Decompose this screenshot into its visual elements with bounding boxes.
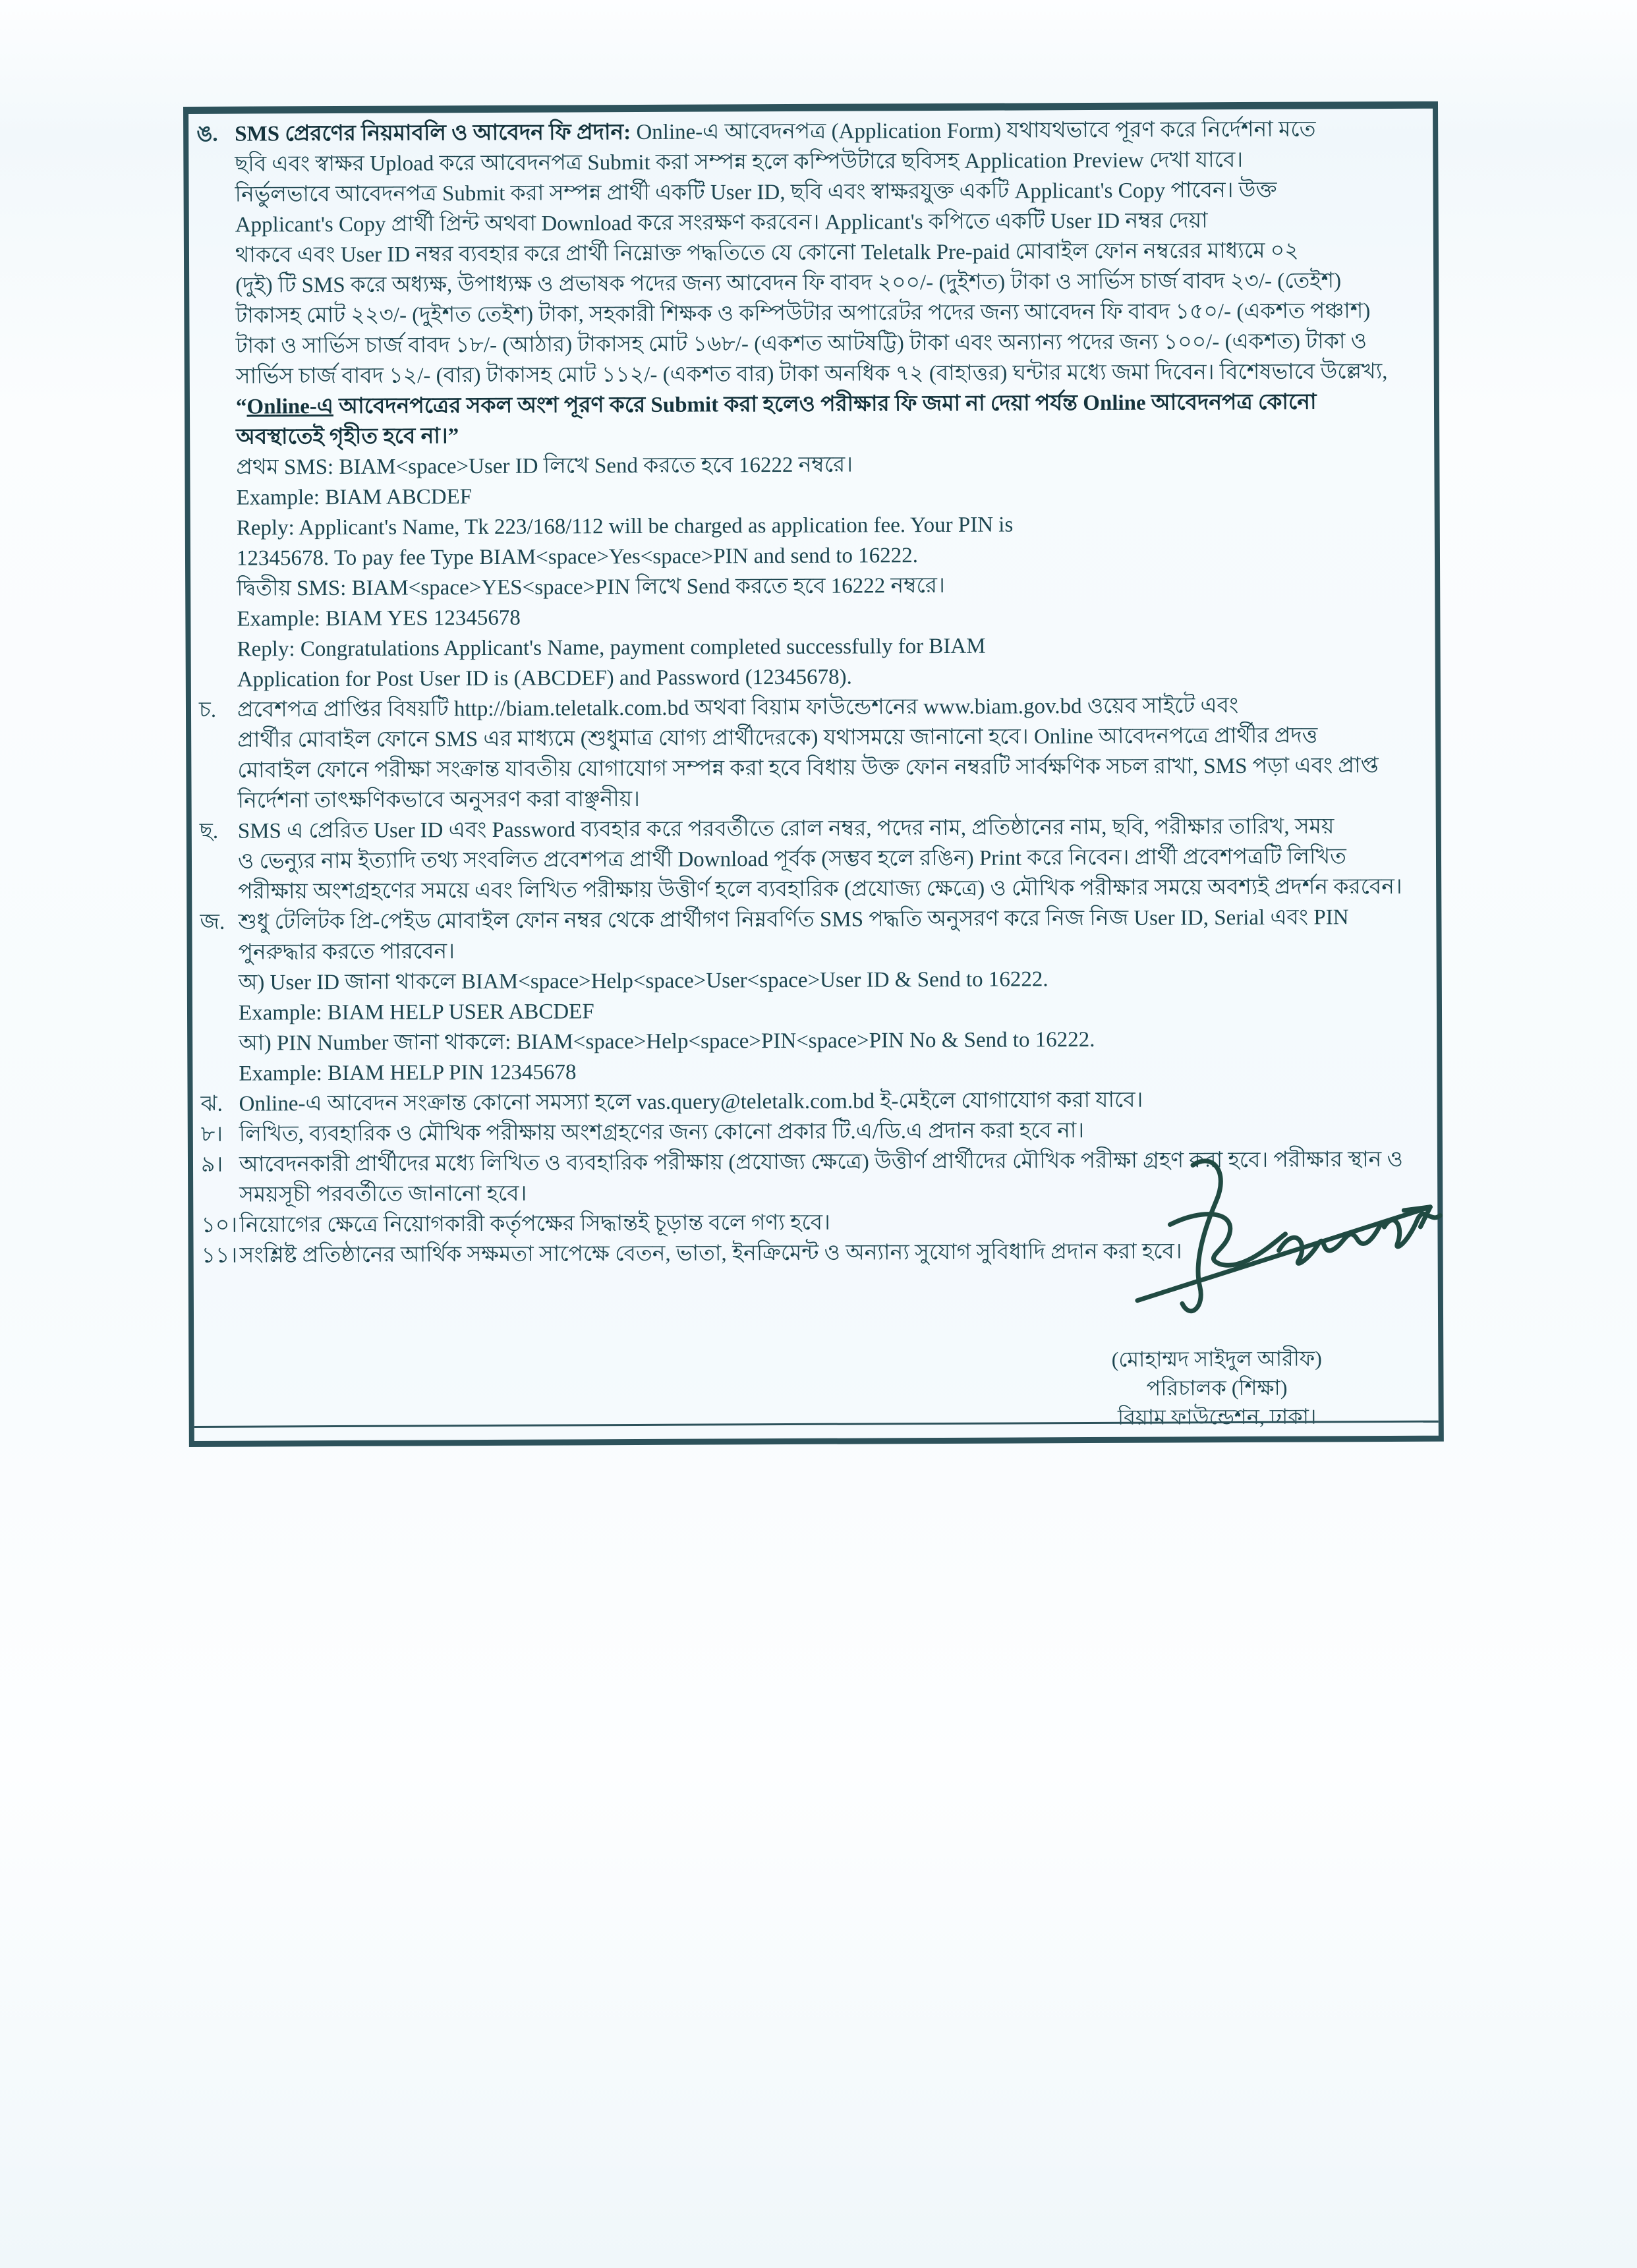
text-line: Applicant's Copy প্রার্থী প্রিন্ট অথবা Download করে সংরক্ষণ করবেন। Applicant's কপিতে একটি User ID নম্বর দেয়া bbox=[235, 209, 1208, 237]
sms-reply-line: Reply: Congratulations Applicant's Name, payment completed successfully for BIAM bbox=[237, 634, 986, 662]
text-line: নিয়োগের ক্ষেত্রে নিয়োগকারী কর্তৃপক্ষের সিদ্ধান্তই চূড়ান্ত বলে গণ্য হবে। bbox=[239, 1210, 830, 1237]
text-line: ও ভেন্যুর নাম ইত্যাদি তথ্য সংবলিত প্রবেশপত্র প্রার্থী Download পূর্বক (সম্ভব হলে রঙিন) Print করে নিবেন। প্রার্থী প্রবেশপত্রটি লিখিত bbox=[237, 845, 1346, 874]
section-chha bbox=[200, 811, 1426, 907]
sms-example-line: Example: BIAM ABCDEF bbox=[236, 485, 473, 510]
text-line: SMS প্রেরণের নিয়মাবলি ও আবেদন ফি প্রদান: Online-এ আবেদনপত্র (Application Form) যথাযথভাবে পূরণ করে নির্দেশনা মতে bbox=[235, 117, 1316, 146]
sms-example-line: Example: BIAM YES 12345678 bbox=[237, 606, 521, 631]
text-line: সার্ভিস চার্জ বাবদ ১২/- (বার) টাকাসহ মোট ১১২/- (একশত বার) টাকা অনধিক ৭২ (বাহাত্তর) ঘন্টার মধ্যে জমা দিবেন। বিশেষভাবে উল্লেখ্য, bbox=[235, 360, 1388, 389]
handwritten-signature bbox=[1130, 1144, 1500, 1343]
section-jha-label: ঝ. bbox=[200, 1092, 223, 1116]
text-line: নির্দেশনা তাৎক্ষণিকভাবে অনুসরণ করা বাঞ্ছনীয়। bbox=[237, 787, 640, 813]
text-line: লিখিত, ব্যবহারিক ও মৌখিক পরীক্ষায় অংশগ্রহণের জন্য কোনো প্রকার টি.এ/ডি.এ প্রদান করা হবে না। bbox=[239, 1119, 1085, 1147]
text-line: সময়সূচী পরবর্তীতে জানানো হবে। bbox=[239, 1181, 527, 1207]
text-line: সংশ্লিষ্ট প্রতিষ্ঠানের আর্থিক সক্ষমতা সাপেক্ষে বেতন, ভাতা, ইনক্রিমেন্ট ও অন্যান্য সুযোগ সুবিধাদি প্রদান করা হবে। bbox=[239, 1239, 1182, 1268]
item-8-label: ৮। bbox=[200, 1122, 223, 1147]
sms-reply-line: 12345678. To pay fee Type BIAM<space>Yes<space>PIN and send to 16222. bbox=[236, 544, 919, 571]
text-line: Online-এ আবেদন সংক্রান্ত কোনো সমস্যা হলে vas.query@teletalk.com.bd ই-মেইলে যোগাযোগ করা যাবে। bbox=[239, 1088, 1143, 1116]
section-ja-label: জ. bbox=[200, 910, 225, 934]
item-10-label: ১০। bbox=[201, 1213, 238, 1237]
section-chha-label: ছ. bbox=[199, 819, 219, 843]
text-line: ছবি এবং স্বাক্ষর Upload করে আবেদনপত্র Submit করা সম্পন্ন হলে কম্পিউটারে ছবিসহ Application Preview দেখা যাবে। bbox=[235, 148, 1244, 177]
help-example-line: Example: BIAM HELP PIN 12345678 bbox=[239, 1060, 577, 1086]
sms-reply-line: Reply: Applicant's Name, Tk 223/168/112 will be charged as application fee. Your PIN is bbox=[236, 513, 1014, 540]
text-line: নির্ভুলভাবে আবেদনপত্র Submit করা সম্পন্ন প্রার্থী একটি User ID, ছবি এবং স্বাক্ষরযুক্ত একটি Applicant's Copy পাবেন। উক্ত bbox=[235, 178, 1277, 207]
signature-block bbox=[1005, 1230, 1427, 1432]
sms-instruction-line: প্রথম SMS: BIAM<space>User ID লিখে Send করতে হবে 16222 নম্বরে। bbox=[236, 453, 853, 480]
text-line: শুধু টেলিটক প্রি-পেইড মোবাইল ফোন নম্বর থেকে প্রার্থীগণ নিম্নবর্ণিত SMS পদ্ধতি অনুসরণ করে নিজ নিজ User ID, Serial এবং PIN bbox=[238, 905, 1349, 934]
text-line: পরীক্ষায় অংশগ্রহণের সময়ে এবং লিখিত পরীক্ষায় উত্তীর্ণ হলে ব্যবহারিক (প্রযোজ্য ক্ষেত্রে) ও মৌখিক পরীক্ষার সময়ে অবশ্যই প্রদর্শন করবেন। bbox=[238, 874, 1402, 904]
help-option-line: আ) PIN Number জানা থাকলে: BIAM<space>Help<space>PIN<space>PIN No & Send to 16222. bbox=[239, 1027, 1095, 1056]
item-11-label: ১১। bbox=[201, 1243, 238, 1268]
section-cha-label: চ. bbox=[198, 698, 217, 722]
text-line: মোবাইল ফোনে পরীক্ষা সংক্রান্ত যাবতীয় যোগাযোগ সম্পন্ন করা হবে বিধায় উক্ত ফোন নম্বরটি সার্বক্ষণিক সচল রাখা, SMS পড়া এবং প্রাপ্ত bbox=[237, 754, 1379, 783]
signatory-name: (মোহাম্মদ সাইদুল আরীফ) bbox=[1111, 1346, 1322, 1371]
signatory-org: বিয়াম ফাউন্ডেশন, ঢাকা। bbox=[1117, 1404, 1317, 1429]
text-line: টাকা ও সার্ভিস চার্জ বাবদ ১৮/- (আঠার) টাকাসহ মোট ১৬৮/- (একশত আটষট্টি) টাকা এবং অন্যান্য পদের জন্য ১০০/- (একশত) টাকা ও bbox=[235, 329, 1367, 358]
help-example-line: Example: BIAM HELP USER ABCDEF bbox=[238, 1000, 594, 1025]
section-nga-heading: SMS প্রেরণের নিয়মাবলি ও আবেদন ফি প্রদান: bbox=[235, 121, 631, 146]
text-line: SMS এ প্রেরিত User ID এবং Password ব্যবহার করে পরবর্তীতে রোল নম্বর, পদের নাম, প্রতিষ্ঠানের নাম, ছবি, পরীক্ষার তারিখ, সময় bbox=[237, 814, 1335, 843]
section-nga bbox=[196, 114, 1425, 695]
item-9-label: ৯। bbox=[200, 1152, 223, 1177]
bold-note-line-1: “Online-এ আবেদনপত্রের সকল অংশ পূরণ করে Submit করা হলেও পরীক্ষার ফি জমা না দেয়া পর্যন্ত Online আবেদনপত্র কোনো bbox=[235, 390, 1317, 419]
sms-instruction-line: দ্বিতীয় SMS: BIAM<space>YES<space>PIN লিখে Send করতে হবে 16222 নম্বরে। bbox=[237, 573, 945, 601]
help-option-line: অ) User ID জানা থাকলে BIAM<space>Help<space>User<space>User ID & Send to 16222. bbox=[238, 967, 1048, 995]
text-line: টাকাসহ মোট ২২৩/- (দুইশত তেইশ) টাকা, সহকারী শিক্ষক ও কম্পিউটার অপারেটর পদের জন্য আবেদন ফি বাবদ ১৫০/- (একশত পঞ্চাশ) bbox=[235, 299, 1371, 328]
notice-content bbox=[196, 114, 1428, 1429]
bold-note-line-2: অবস্থাতেই গৃহীত হবে না।” bbox=[236, 424, 459, 449]
text-line: প্রার্থীর মোবাইল ফোনে SMS এর মাধ্যমে (শুধুমাত্র যোগ্য প্রার্থীদেরকে) যথাসময়ে জানানো হবে। Online আবেদনপত্রে প্রার্থীর প্রদত্ত bbox=[237, 723, 1318, 752]
sms-reply-line: Application for Post User ID is (ABCDEF) and Password (12345678). bbox=[237, 665, 852, 692]
section-nga-label: ঙ. bbox=[196, 122, 218, 146]
signatory-title: পরিচালক (শিক্ষা) bbox=[1146, 1375, 1288, 1400]
text-line: থাকবে এবং User ID নম্বর ব্যবহার করে প্রার্থী নিম্নোক্ত পদ্ধতিতে যে কোনো Teletalk Pre-paid মোবাইল ফোন নম্বরের মাধ্যমে ০২ bbox=[235, 239, 1299, 268]
notice-rule-box bbox=[183, 101, 1444, 1447]
text-line: পুনরুদ্ধার করতে পারবেন। bbox=[238, 940, 455, 965]
text-line: প্রবেশপত্র প্রাপ্তির বিষয়টি http://biam.teletalk.com.bd অথবা বিয়াম ফাউন্ডেশনের www.biam.gov.bd ওয়েব সাইটে এবং bbox=[237, 694, 1239, 722]
item-8 bbox=[201, 1114, 1427, 1150]
underlined-word: Online-এ bbox=[246, 395, 334, 419]
text-line: আবেদনকারী প্রার্থীদের মধ্যে লিখিত ও ব্যবহারিক পরীক্ষায় (প্রযোজ্য ক্ষেত্রে) উত্তীর্ণ প্রার্থীদের মৌখিক পরীক্ষা গ্রহণ করা হবে। পরীক্ষার স্থান ও bbox=[239, 1147, 1403, 1177]
section-ja bbox=[200, 902, 1426, 1089]
text-line: (দুই) টি SMS করে অধ্যক্ষ, উপাধ্যক্ষ ও প্রভাষক পদের জন্য আবেদন ফি বাবদ ২০০/- (দুইশত) টাকা ও সার্ভিস চার্জ বাবদ ২৩/- (তেইশ) bbox=[235, 269, 1342, 298]
section-cha bbox=[199, 690, 1425, 816]
section-jha bbox=[201, 1084, 1427, 1120]
